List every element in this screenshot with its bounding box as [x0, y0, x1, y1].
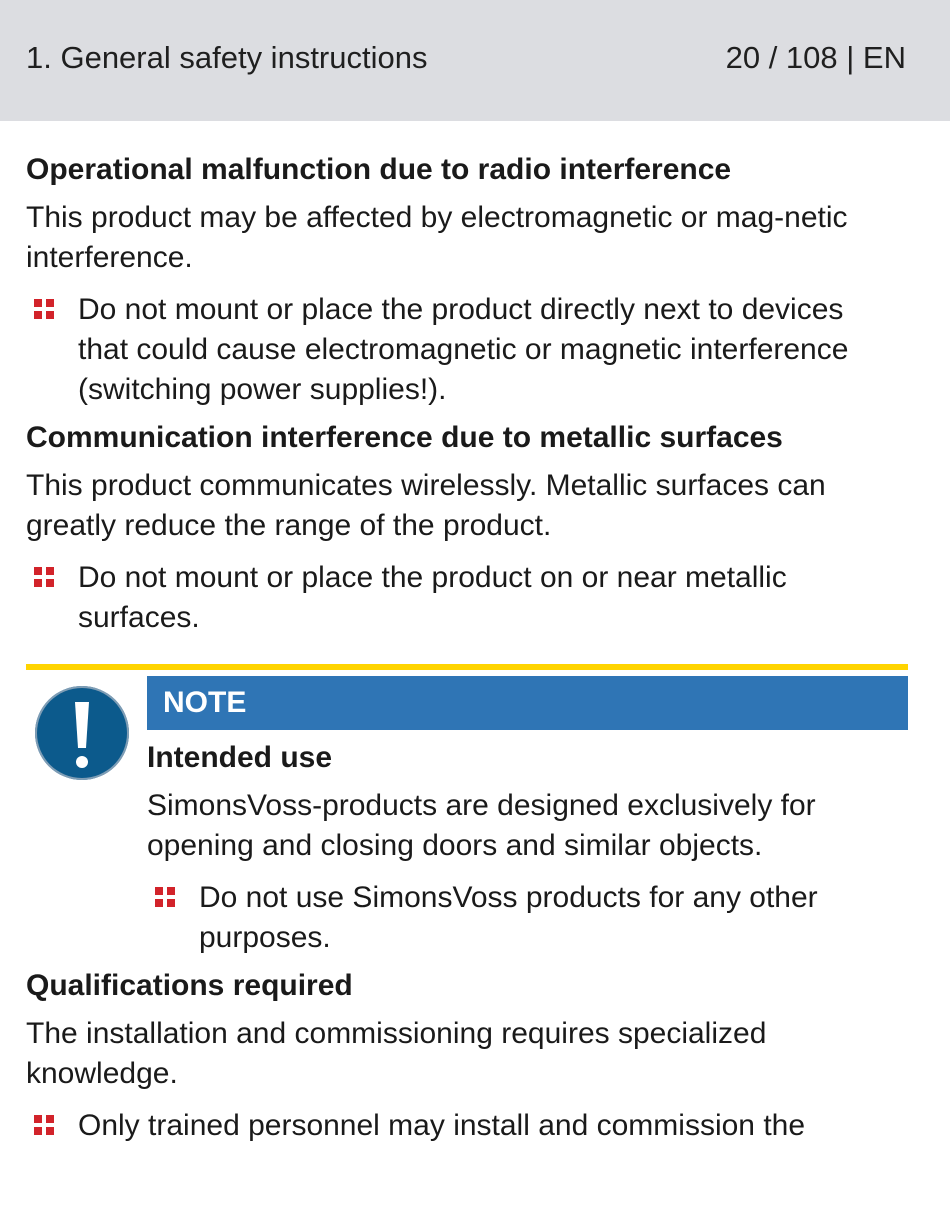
list-item — [26, 1106, 918, 1146]
page-header — [0, 0, 950, 121]
bullet-icon — [155, 887, 175, 907]
section-heading-metallic: Communication interference due to metallic surfaces — [26, 421, 783, 454]
list-item — [147, 878, 899, 958]
bullet-icon — [34, 299, 54, 319]
bullet-icon — [34, 567, 54, 587]
list-item — [26, 558, 888, 638]
note-divider — [26, 664, 908, 670]
bullet-text: Do not mount or place the product directly next to devices that could cause electromagnetic or magnetic interference (switching power supplies!). — [78, 293, 849, 406]
chapter-title: 1. General safety instructions — [26, 40, 428, 75]
section-text-radio: This product may be affected by electromagnetic or mag-netic interference. — [26, 201, 848, 274]
bullet-text: Do not mount or place the product on or near metallic surfaces. — [78, 561, 787, 634]
bullet-text: Do not use SimonsVoss products for any other purposes. — [199, 881, 818, 954]
page-number: 20 / 108 | EN — [725, 40, 906, 75]
section-heading-qualifications: Qualifications required — [26, 969, 353, 1002]
note-box — [26, 676, 908, 958]
bullet-text: Only trained personnel may install and commission the — [78, 1109, 806, 1142]
section-text-metallic: This product communicates wirelessly. Metallic surfaces can greatly reduce the range of the product. — [26, 469, 826, 542]
exclamation-circle-icon — [35, 686, 129, 780]
note-label: NOTE — [147, 676, 908, 730]
section-text-qualifications: The installation and commissioning requires specialized knowledge. — [26, 1017, 767, 1090]
note-text: SimonsVoss-products are designed exclusively for opening and closing doors and similar objects. — [147, 789, 816, 862]
note-heading: Intended use — [147, 741, 333, 774]
section-heading-radio: Operational malfunction due to radio interference — [26, 153, 732, 186]
bullet-icon — [34, 1115, 54, 1135]
document-body — [26, 150, 908, 1146]
list-item — [26, 290, 898, 410]
